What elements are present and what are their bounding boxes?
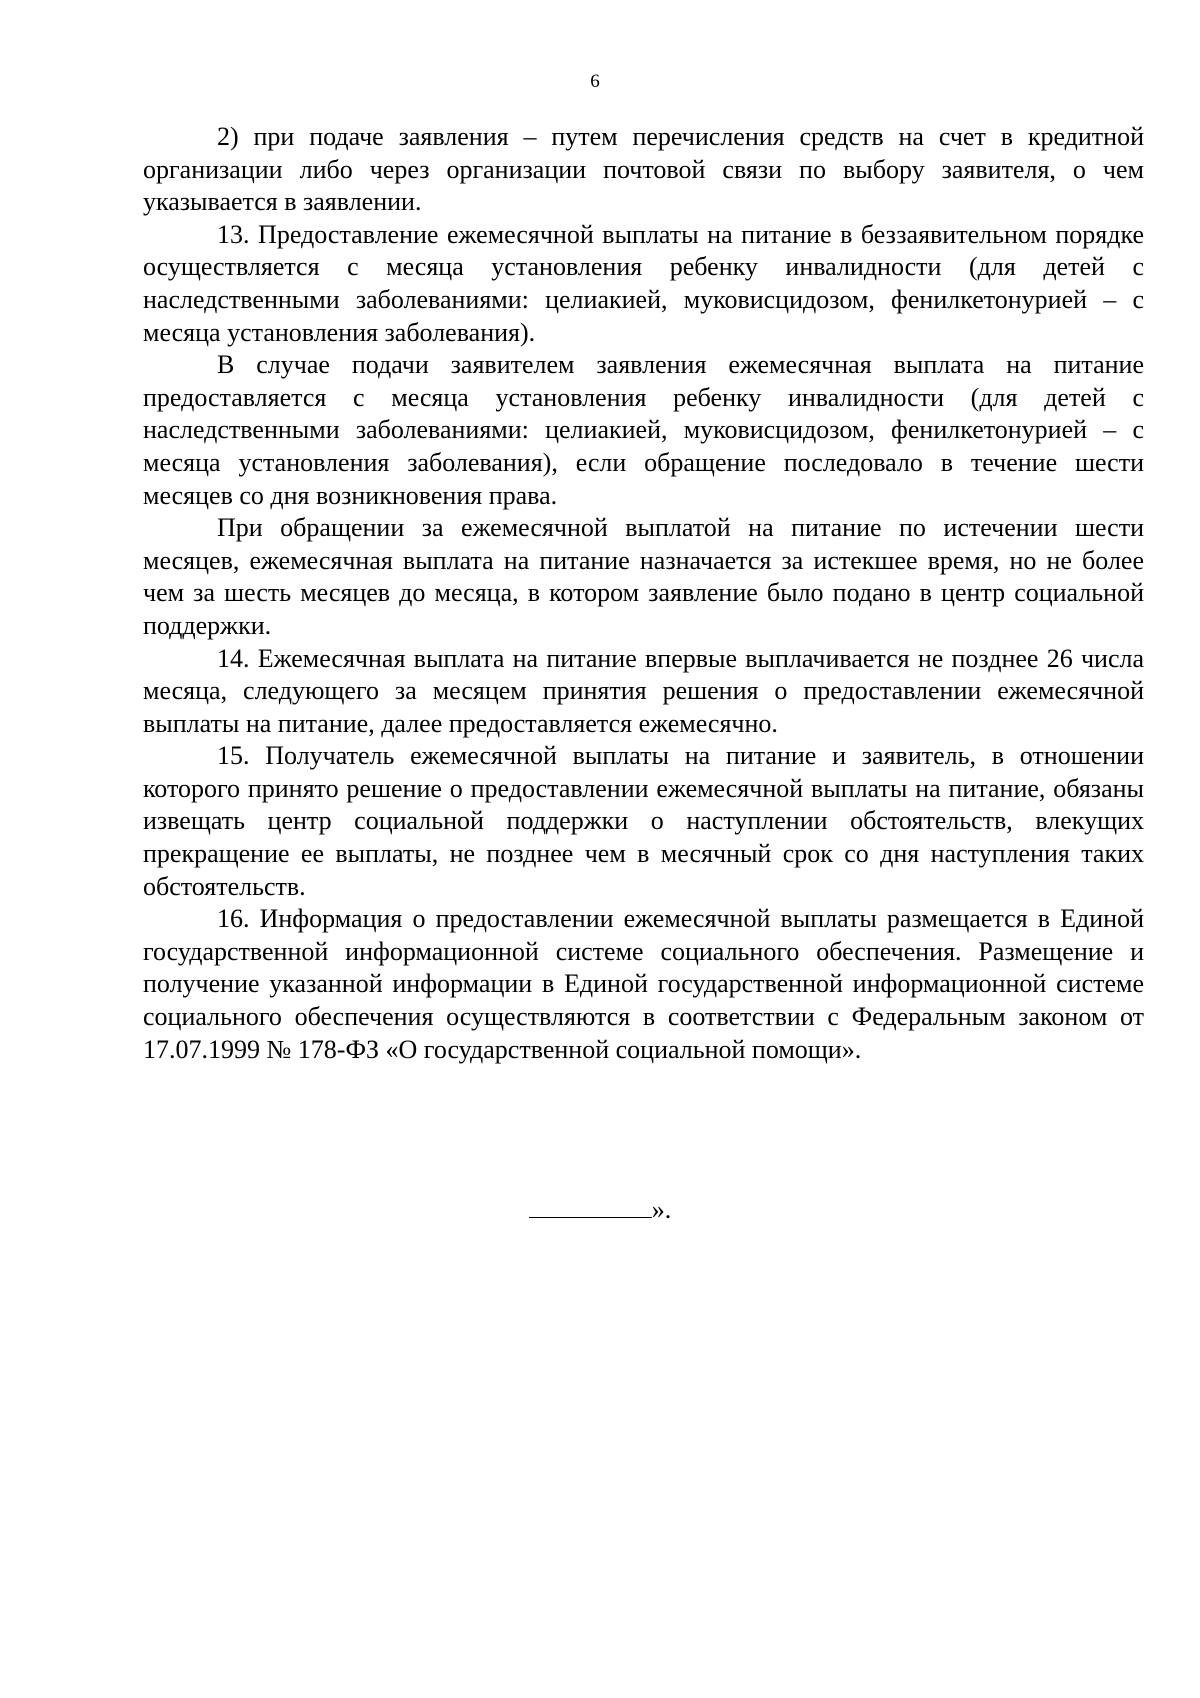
closing-underline [529,1197,652,1218]
paragraph-15-obligations: 15. Получатель ежемесячной выплаты на питание и заявитель, в отношении которого принято решение о предоставлении ежемесячной выплаты на питание, обязаны извещать центр социальной поддержки о наступлении обстоятельств, влекущих прекращение ее выплаты, не позднее чем в месячный срок со дня наступления таких обстоятельств. [143,741,1144,901]
paragraph-applicant-request: В случае подачи заявителем заявления ежемесячная выплата на питание предоставляется с месяца установления ребенку инвалидности (для детей с наследственными заболеваниями: целиакией, муковисцидозом, фенилкетонурией – с месяца установления заболевания), если обращение последовало в течение шести месяцев со дня возникновения права. [143,350,1144,510]
paragraph-payment-method: 2) при подаче заявления – путем перечисления средств на счет в кредитной организации либо через организации почтовой связи по выбору заявителя, о чем указывается в заявлении. [143,122,1144,217]
page-number: 6 [590,71,600,92]
closing-mark [0,1194,1200,1226]
paragraph-16-information: 16. Информация о предоставлении ежемесячной выплаты размещается в Единой государственной информационной системе социального обеспечения. Размещение и получение указанной информации в Единой государственной информационной системе социального обеспечения осуществляются в соответствии с Федеральным законом от 17.07.1999 № 178-ФЗ «О государственной социальной помощи». [143,904,1144,1064]
paragraph-14-first-payment: 14. Ежемесячная выплата на питание впервые выплачивается не позднее 26 числа месяца, следующего за месяцем принятия решения о предоставлении ежемесячной выплаты на питание, далее предоставляется ежемесячно. [143,643,1144,738]
paragraph-late-request: При обращении за ежемесячной выплатой на питание по истечении шести месяцев, ежемесячная выплата на питание назначается за истекшее время, но не более чем за шесть месяцев до месяца, в котором заявление было подано в центр социальной поддержки. [143,513,1144,640]
paragraph-13-no-application: 13. Предоставление ежемесячной выплаты на питание в беззаявительном порядке осуществляется с месяца установления ребенку инвалидности (для детей с наследственными заболеваниями: целиакией, муковисцидозом, фенилкетонурией – с месяца установления заболевания). [143,219,1144,347]
closing-quote: ». [651,1195,672,1224]
document-body [143,121,1144,1066]
